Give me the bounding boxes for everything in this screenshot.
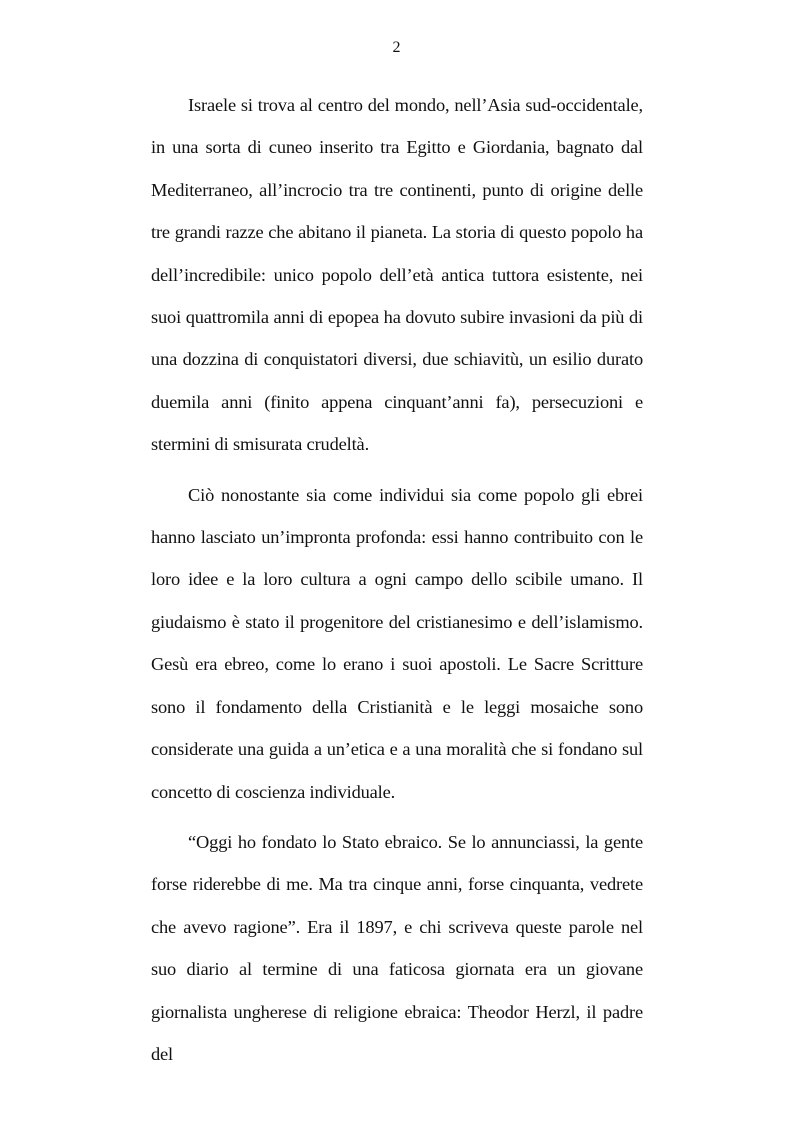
page-number: 2	[392, 39, 401, 56]
paragraph-2: Ciò nonostante sia come individui sia come popolo gli ebrei hanno lasciato un’impronta profonda: essi hanno contribuito con le loro idee e la loro cultura a ogni campo dello scibile umano. Il giudaismo è stato il progenitore del cristianesimo e dell’islamismo. Gesù era ebreo, come lo erano i suoi apostoli. Le Sacre Scritture sono il fondamento della Cristianità e le leggi mosaiche sono considerate una guida a un’etica e a una moralità che si fondano sul concetto di coscienza individuale.	[151, 484, 643, 802]
body-text	[151, 84, 643, 1075]
paragraph-3: “Oggi ho fondato lo Stato ebraico. Se lo annunciassi, la gente forse riderebbe di me. Ma tra cinque anni, forse cinquanta, vedrete che avevo ragione”. Era il 1897, e chi scriveva queste parole nel suo diario al termine di una faticosa giornata era un giovane giornalista ungherese di religione ebraica: Theodor Herzl, il padre del	[151, 831, 643, 1064]
paragraph-1: Israele si trova al centro del mondo, nell’Asia sud-occidentale, in una sorta di cuneo inserito tra Egitto e Giordania, bagnato dal Mediterraneo, all’incrocio tra tre continenti, punto di origine delle tre grandi razze che abitano il pianeta. La storia di questo popolo ha dell’incredibile: unico popolo dell’età antica tuttora esistente, nei suoi quattromila anni di epopea ha dovuto subire invasioni da più di una dozzina di conquistatori diversi, due schiavitù, un esilio durato duemila anni (finito appena cinquant’anni fa), persecuzioni e stermini di smisurata crudeltà.	[151, 95, 643, 455]
